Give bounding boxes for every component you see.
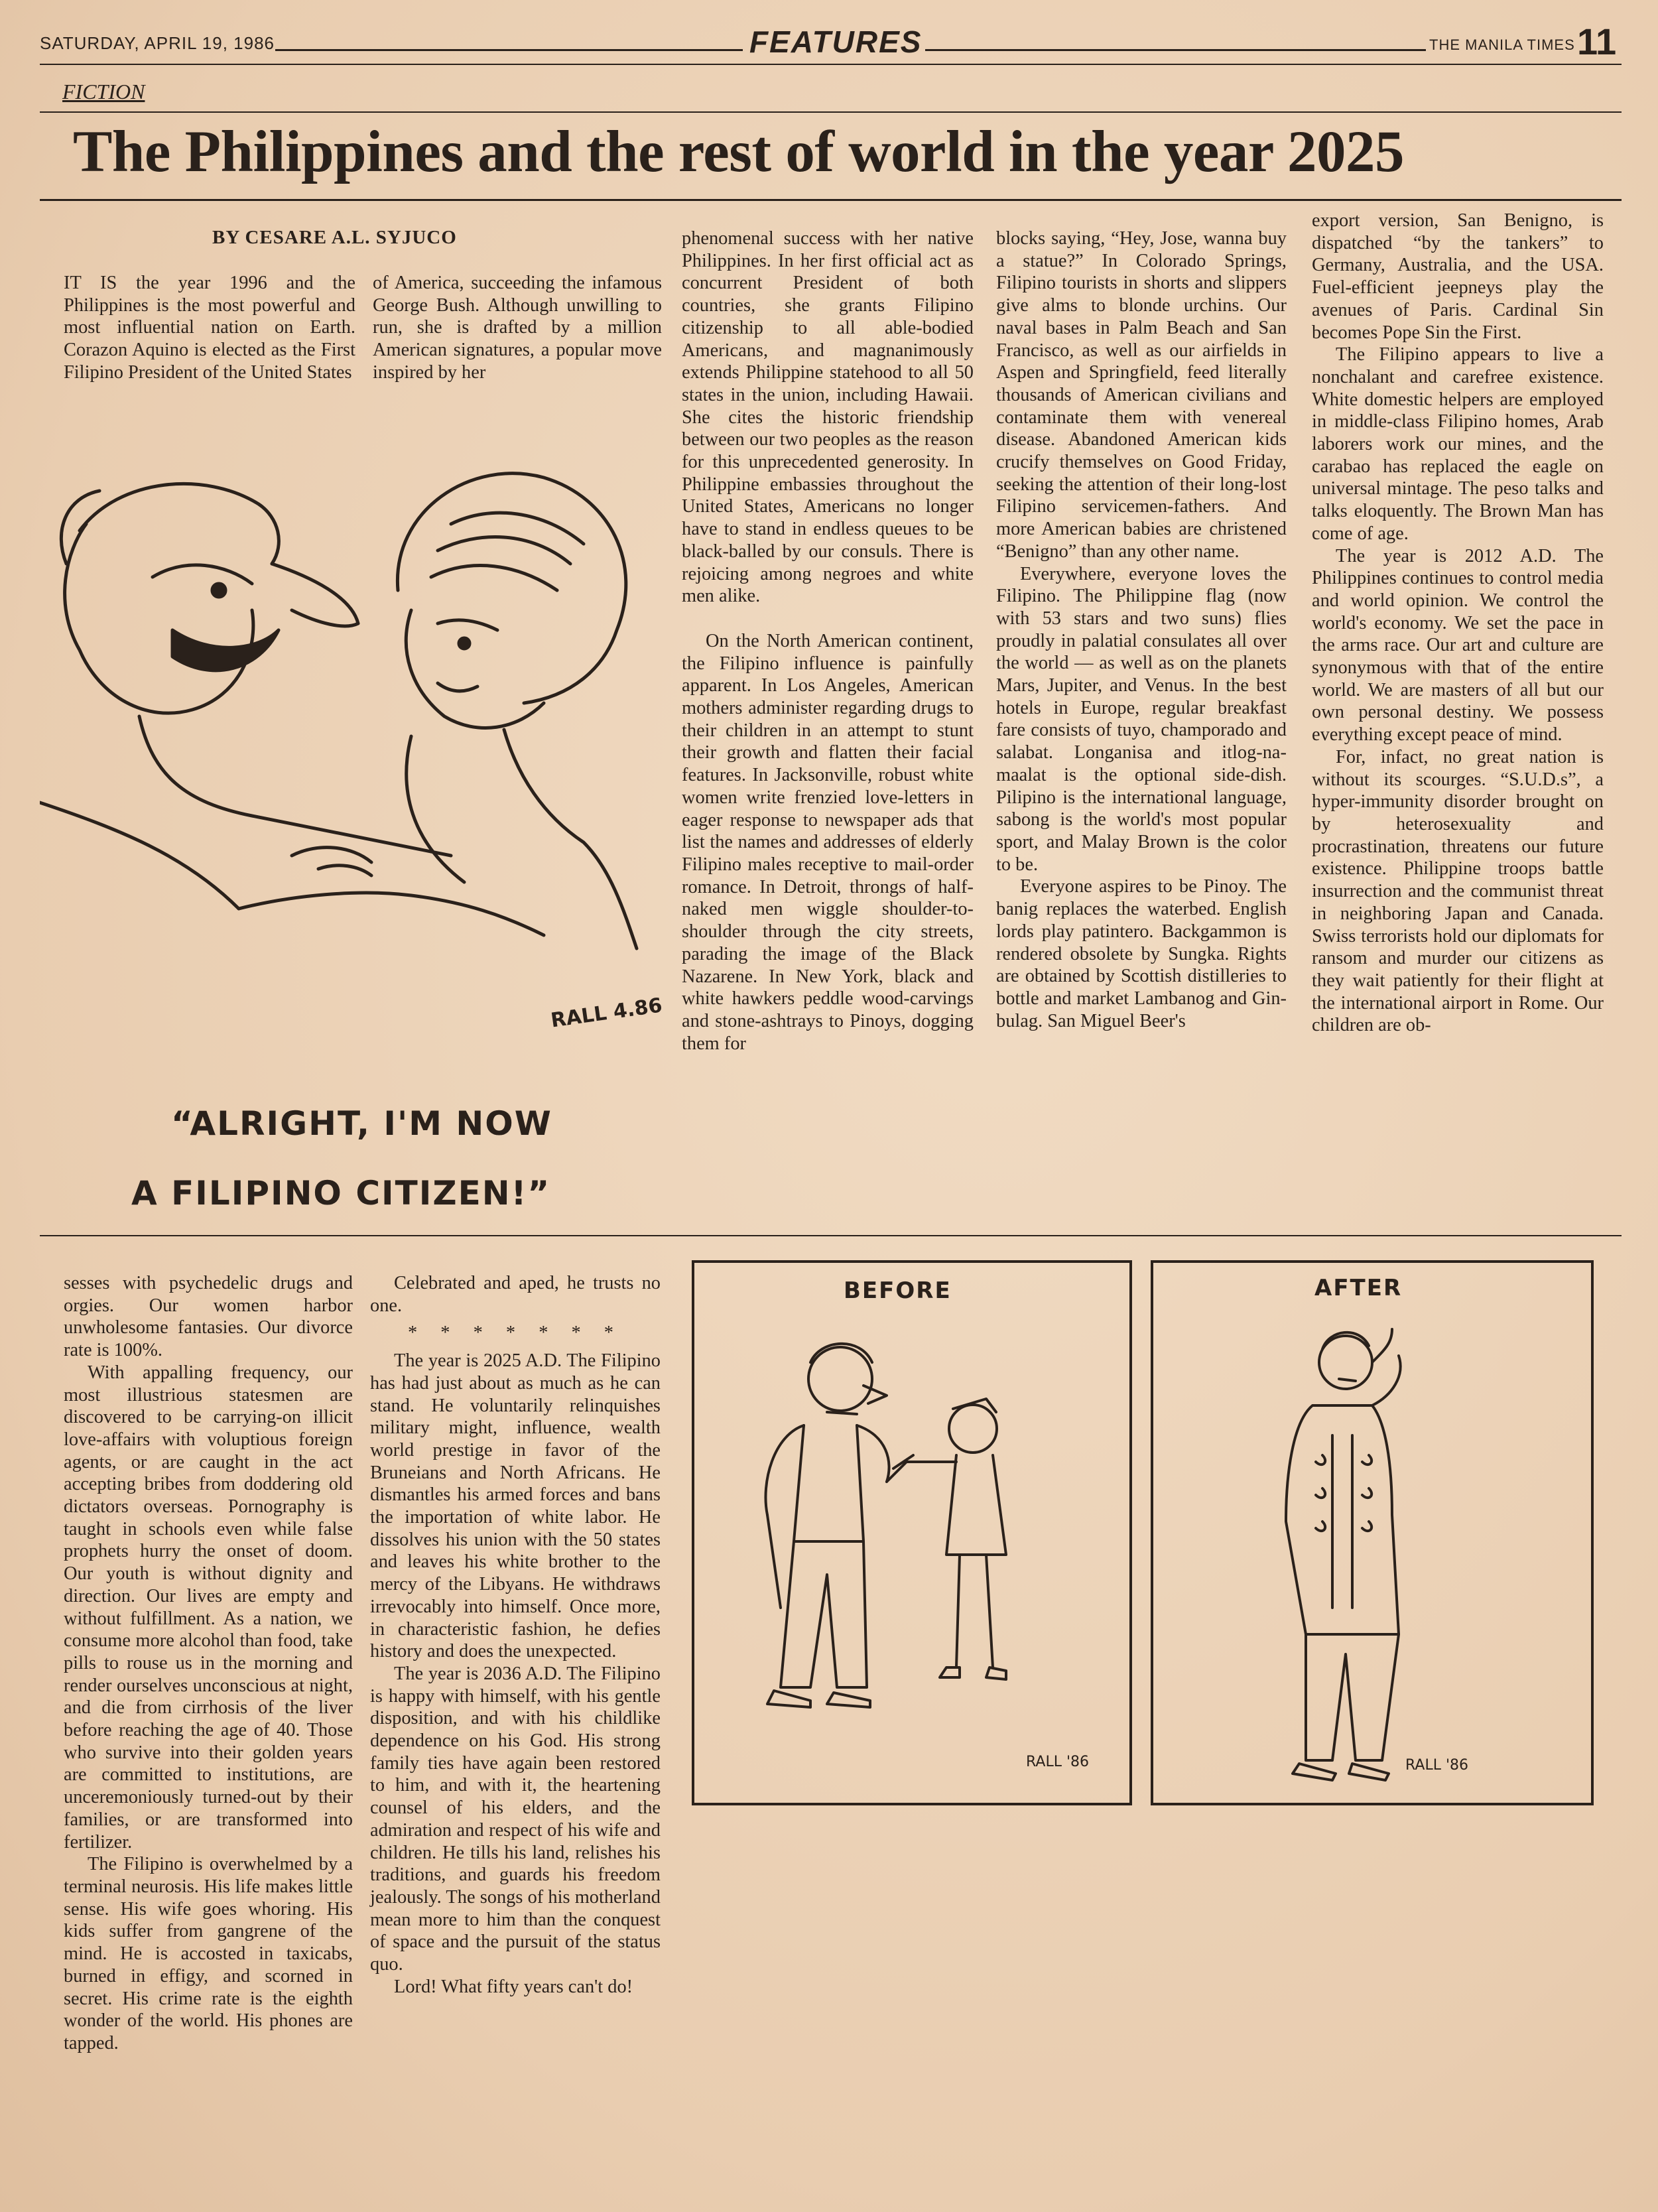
masthead-date: SATURDAY, APRIL 19, 1986 [40, 33, 275, 53]
section-divider [40, 1235, 1622, 1236]
paragraph: sesses with psychedelic drugs and orgies. Our women harbor unwholesome fantasies. Our divorce rate is 100%. [64, 1273, 353, 1361]
column-6 [64, 1272, 353, 2055]
article-headline: The Philippines and the rest of world in the year 2025 [73, 119, 1404, 184]
paragraph: The Filipino is overwhelmed by a terminal neurosis. His life makes little sense. His wife goes whoring. His kids suffer from gangrene of the mind. He is accosted in taxicabs, burned in effigy, and scorned in secret. His crime rate is the eighth wonder of the world. His phones are tapped. [64, 1854, 353, 2053]
column-2-intro [373, 272, 662, 384]
paragraph: On the North American continent, the Filipino influence is painfully apparent. In Los Angeles, American mothers administer regarding drugs to their children in an attempt to stunt their growth and flatten their facial features. In Jacksonville, robust white women write frenzied love-letters in eager response to newspaper ads that list the names and addresses of elderly Filipino males receptive to mail-order romance. In Detroit, throngs of half-naked men wiggle shoulder-to-shoulder through the city streets, parading the image of the Black Nazarene. In New York, black and white hawkers peddle wood-carvings and stone-ashtrays to Pinoys, dogging them for [682, 630, 974, 1054]
paragraph: Everywhere, everyone loves the Filipino. The Philippine flag (now with 53 stars and two suns) flies proudly in palatial consulates all over the world — as well as on the planets Mars, Jupiter, and Venus. In the best hotels in Europe, regular breakfast fare consists of tuyo, champorado and salabat. Longanisa and itlog-na-maalat is the optional side-dish. Pilipino is the international language, sabong is the world's most popular sport, and Malay Brown is the color to be. [996, 563, 1287, 875]
paragraph: Celebrated and aped, he trusts no one. [370, 1273, 661, 1316]
editorial-cartoon [40, 431, 663, 1214]
paragraph: With appalling frequency, our most illustrious statesmen are discovered to be carrying-on illicit love-affairs with voluptious foreign agents, or are caught in the act accepting bribes from doddering old dictators overseas. Pornography is taught in schools even while false prophets hurry the onset of doom. Our youth is without dignity and direction. Our lives are empty and without fulfillment. As a nation, we consume more alcohol than food, take pills to rouse us in the morning and render ourselves unconscious at night, and die from cirrhosis of the liver before reaching the age of 40. Those who survive into their golden years are committed to institutions, are unceremoniously turned-out by their families, or are transformed into fertilizer. [64, 1362, 353, 1853]
before-signature: RALL '86 [1026, 1754, 1089, 1770]
paragraph: of America, succeeding the infamous George Bush. Although unwilling to run, she is drafted by a million American signatures, a popular move inspired by her [373, 273, 662, 383]
column-5 [1312, 210, 1604, 1037]
column-3 [682, 228, 974, 1055]
cartoon-caption-line-2: A FILIPINO CITIZEN!” [131, 1174, 551, 1212]
paragraph: The Filipino appears to live a nonchalant and carefree existence. White domestic helpers are employed in middle-class Filipino homes, Arab laborers work our mines, and the carabao has replaced the eagle on universal mintage. The peso talks and talks eloquently. The Brown Man has come of age. [1312, 344, 1604, 544]
after-panel [1151, 1260, 1594, 1805]
paragraph: Everyone aspires to be Pinoy. The banig replaces the waterbed. English lords play patintero. Backgammon is rendered obsolete by Sungka. Rights are obtained by Scottish distilleries to bottle and market Lambanog and Gin-bulag. San Miguel Beer's [996, 876, 1287, 1031]
paragraph: IT IS the year 1996 and the Philippines is the most powerful and most influential nation on Earth. Corazon Aquino is elected as the First Filipino President of the United States [64, 273, 355, 383]
masthead-section: FEATURES [749, 25, 923, 59]
before-label: BEFORE [844, 1277, 952, 1304]
article-kicker: FICTION [62, 80, 145, 103]
cartoon-illustration [40, 431, 663, 1094]
column-1-intro [64, 272, 355, 384]
masthead-rule-left [275, 49, 743, 51]
cartoon-caption-line-1: “ALRIGHT, I'M NOW [171, 1104, 552, 1143]
masthead-rule-right [925, 49, 1426, 51]
section-break-stars: * * * * * * * [408, 1323, 623, 1344]
after-signature: RALL '86 [1405, 1757, 1468, 1774]
column-4 [996, 228, 1287, 1032]
masthead-page-number: 11 [1577, 21, 1617, 62]
cartoon-signature: RALL 4.86 [549, 994, 664, 1033]
headline-rule [40, 199, 1622, 201]
after-illustration [1153, 1263, 1591, 1793]
kicker-rule [40, 111, 1622, 113]
paragraph: The year is 2012 A.D. The Philippines continues to control media and world opinion. We control the world's economy. We set the pace in the arms race. Our art and culture are synonymous with that of the entire world. We are masters of all but our own personal destiny. We possess everything except peace of mind. [1312, 545, 1604, 746]
article-byline: BY CESARE A.L. SYJUCO [212, 227, 457, 248]
before-illustration [694, 1263, 1129, 1793]
masthead-bottom-rule [40, 64, 1622, 65]
masthead-paper: THE MANILA TIMES [1429, 36, 1575, 53]
paragraph: phenomenal success with her native Philippines. In her first official act as concurrent President of both countries, she grants Filipino citizenship to all able-bodied Americans, and magnanimously extends Philippine statehood to all 50 states in the union, including Hawaii. She cites the historic friendship between our two peoples as the reason for this unprecedented generosity. In Philippine embassies throughout the United States, Americans no longer have to stand in endless queues to be black-balled by our consuls. There is rejoicing among negroes and white men alike. [682, 228, 974, 607]
after-label: AFTER [1314, 1275, 1403, 1301]
paragraph: blocks saying, “Hey, Jose, wanna buy a statue?” In Colorado Springs, Filipino tourists in shorts and slippers give alms to blonde urchins. Our naval bases in Palm Beach and San Francisco, as well as our airfields in Aspen and Springfield, feed literally thousands of American civilians and contaminate them with venereal disease. Abandoned American kids crucify themselves on Good Friday, seeking the attention of their long-lost Filipino servicemen-fathers. And more American babies are christened “Benigno” than any other name. [996, 228, 1287, 562]
column-7 [370, 1272, 661, 1998]
paragraph: export version, San Benigno, is dispatched “by the tankers” to Germany, Australia, and the USA. Fuel-efficient jeepneys play the avenues of Paris. Cardinal Sin becomes Pope Sin the First. [1312, 210, 1604, 343]
paragraph: The year is 2036 A.D. The Filipino is happy with himself, with his gentle disposition, and with his childlike dependence on his God. His strong family ties have again been restored to him, and with it, the heartening counsel of his elders, and the admiration and respect of his wife and children. He tills his land, relishes his traditions, and guards his freedom jealously. The songs of his motherland mean more to him than the conquest of space and the pursuit of the status quo. [370, 1663, 661, 1975]
paragraph: The year is 2025 A.D. The Filipino has had just about as much as he can stand. He voluntarily relinquishes military might, influence, wealth world prestige in favor of the Bruneians and North Africans. He dismantles his armed forces and bans the importation of white labor. He dissolves his union with the 50 states and leaves his white brother to the mercy of the Libyans. He withdraws irrevocably into himself. Once more, in characteristic fashion, he defies history and does the unexpected. [370, 1350, 661, 1662]
paragraph: For, infact, no great nation is without its scourges. “S.U.D.s”, a hyper-immunity disorder brought on by heterosexuality and procrastination, threatens our future existence. Philippine troops battle insurrection and the communist threat in neighboring Japan and Canada. Swiss terrorists hold our diplomats for ransom and murder our citizens as they wait patiently for their flight at the international airport in Rome. Our children are ob- [1312, 746, 1604, 1036]
paragraph: Lord! What fifty years can't do! [394, 1976, 633, 1997]
before-panel [692, 1260, 1132, 1805]
